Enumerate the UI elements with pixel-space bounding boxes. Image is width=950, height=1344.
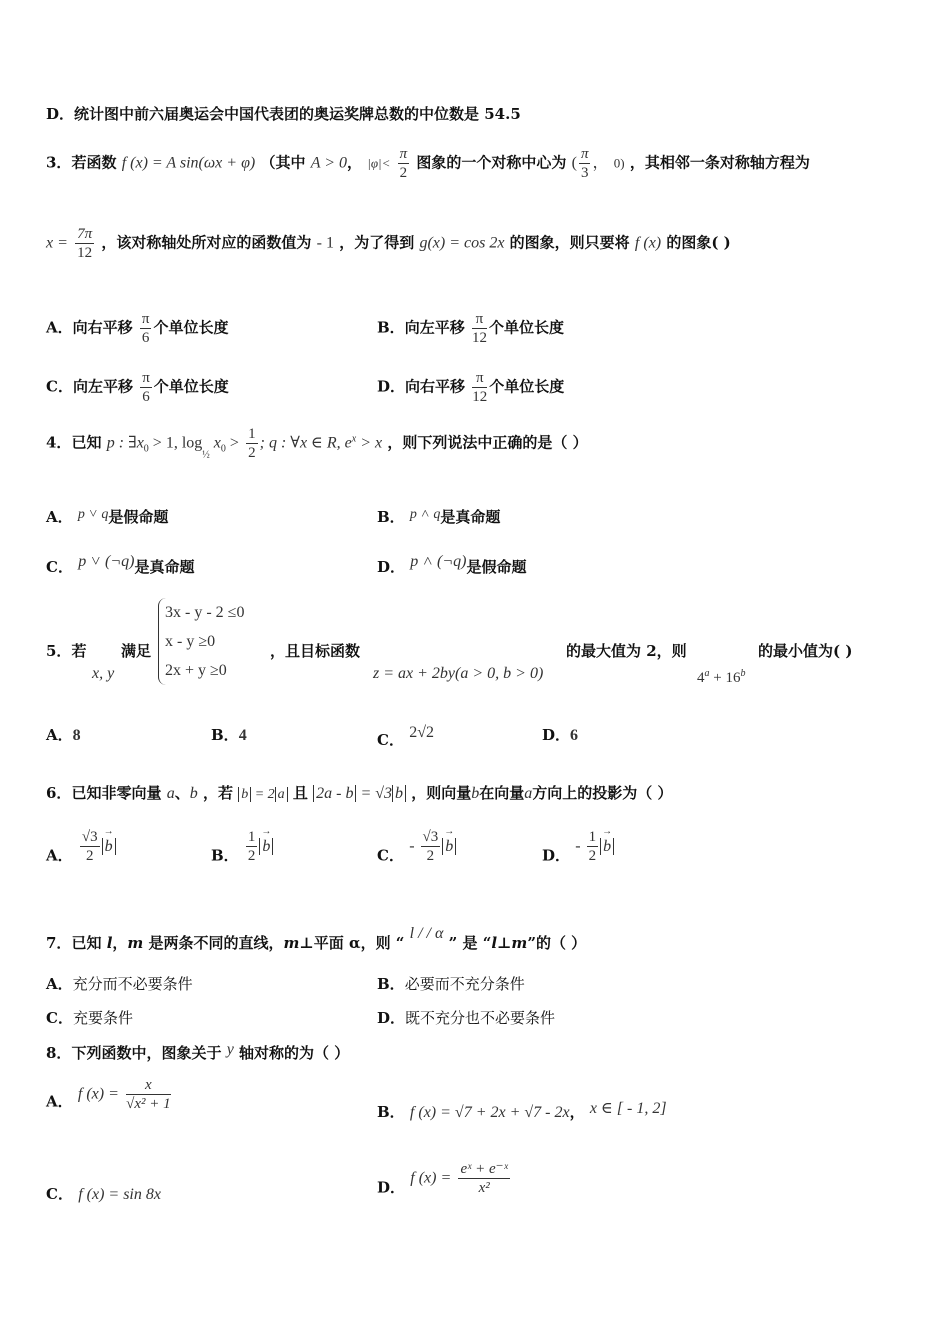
q5-constraint-system: 3x - y - 2 ≤0 x - y ≥0 2x + y ≥0 [158, 598, 244, 685]
q3-option-d[interactable]: D．向右平移 $\frac{\pi}{12}$ 个单位长度 [377, 370, 565, 405]
q4-stem: 4．已知 p : $\exists x_0 > 1$, $\log_{\frac{1}{2}} x_0$ > $\frac{1}{2}$ ; q : ∀x ∈ R, $e^x > x$ ，则下列说法中正确的是（ ） [46, 426, 588, 461]
q6-option-a[interactable]: A． $\frac{√3}{2}$ → b [46, 828, 116, 866]
q2-option-d: D．统计图中前六届奥运会中国代表团的奥运奖牌总数的中位数是 54.5 [46, 105, 521, 123]
q8-option-c[interactable]: C． f (x) = sin 8x [46, 1185, 161, 1203]
q7-option-c[interactable]: C．充要条件 [46, 1009, 133, 1027]
q5-option-a[interactable]: A．8 [46, 726, 81, 744]
q5-option-d[interactable]: D．6 [542, 726, 579, 744]
q5-stem-e: 的最小值为( ) [758, 642, 853, 660]
q7-stem: 7．已知 l，m 是两条不同的直线，m⊥平面 α，则 “ l / / α ” 是 “l⊥m”的（ ） [46, 925, 587, 952]
q8-option-a[interactable]: A． f (x) = $\frac{x}{\text{√x² + 1}}$ [46, 1077, 171, 1112]
q4-option-a[interactable]: A． p ˅ q是假命题 [46, 507, 169, 526]
q7-option-d[interactable]: D．既不充分也不必要条件 [377, 1009, 556, 1027]
q5-expression: $4^a + 16^b$ [697, 668, 746, 686]
q3-option-b[interactable]: B．向左平移 $\frac{\pi}{12}$ 个单位长度 [377, 311, 564, 346]
q5-stem-b: 满足 [121, 642, 152, 660]
q6-stem: 6．已知非零向量 a、b ，若 b = 2 a 且 2a - b = √3 b ，则向量b在向量a方向上的投影为（ ） [46, 784, 673, 802]
q3-option-c[interactable]: C．向左平移 $\frac{\pi}{6}$ 个单位长度 [46, 370, 229, 405]
q5-option-c[interactable]: C． 2√2 [377, 724, 434, 749]
q5-stem-a: 5．若 [46, 642, 87, 660]
q8-option-d[interactable]: D． f (x) = $\frac{\text{eˣ + e⁻ˣ}}{\text{x²}}$ [377, 1161, 508, 1197]
q4-option-b[interactable]: B． p ˄ q是真命题 [377, 507, 501, 526]
q5-option-b[interactable]: B．4 [211, 726, 247, 744]
q5-vars: x, y [92, 665, 115, 682]
q7-option-b[interactable]: B．必要而不充分条件 [377, 975, 525, 993]
q3-function: f (x) = A sin(ωx + φ) [121, 154, 256, 172]
q4-option-c[interactable]: C． p ˅ (¬q)是真命题 [46, 553, 195, 576]
q4-option-d[interactable]: D． p ˄ (¬q)是假命题 [377, 553, 527, 576]
q6-option-b[interactable]: B． $\frac{1}{2}$ → b [211, 828, 273, 866]
q7-option-a[interactable]: A．充分而不必要条件 [46, 975, 193, 993]
q5-stem-c: ，且目标函数 [270, 642, 361, 660]
q3-stem-line1: 3．若函数 f (x) = A sin(ωx + φ) （其中 A > 0， |φ|< $\frac{\pi}{2}$ 图象的一个对称中心为 ( $\frac{\pi}{3}$ ， 0) ，其相邻一条对称轴方程为 [46, 146, 810, 181]
q6-option-d[interactable]: D． - $\frac{1}{2}$ → b [542, 828, 614, 866]
q8-option-b[interactable]: B． f (x) = √7 + 2x + √7 - 2x， x ∈ [ - 1, 2] [377, 1100, 667, 1121]
q6-option-c[interactable]: C． - $\frac{√3}{2}$ → b [377, 828, 456, 866]
q3-option-a[interactable]: A．向右平移 $\frac{\pi}{6}$ 个单位长度 [46, 311, 229, 346]
q3-stem-line2: x = $\frac{7\pi}{12}$ ，该对称轴处所对应的函数值为 - 1 ，为了得到 g(x) = cos 2x 的图象，则只要将 f (x) 的图象( ) [46, 226, 731, 261]
q8-stem: 8．下列函数中，图象关于 y 轴对称的为（ ） [46, 1041, 350, 1062]
q5-objective: z = ax + 2by(a > 0, b > 0) [373, 665, 544, 682]
q5-stem-d: 的最大值为 2，则 [566, 642, 687, 660]
